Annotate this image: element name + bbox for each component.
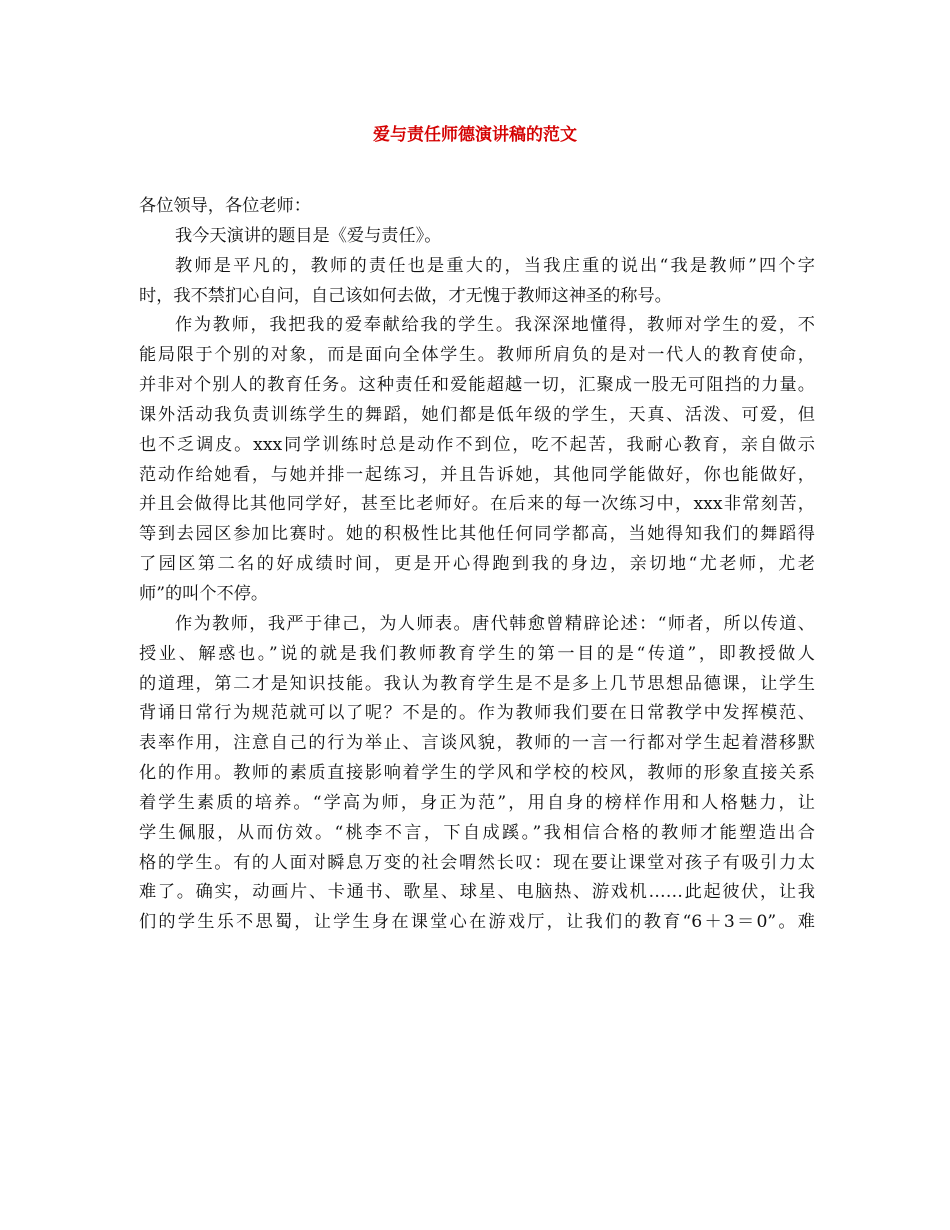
text-line: 的道理，第二才是知识技能。我认为教育学生是不是多上几节思想品德课，让学生 xyxy=(139,673,815,694)
document-title: 爱与责任师德演讲稿的范文 xyxy=(373,125,577,145)
text-line: 师”的叫个不停。 xyxy=(139,583,269,604)
text-line: 并非对个别人的教育任务。这种责任和爱能超越一切，汇聚成一股无可阻挡的力量。 xyxy=(139,375,815,396)
text-line: 能局限于个别的对象，而是面向全体学生。教师所肩负的是对一代人的教育使命， xyxy=(139,345,815,366)
text-line: 作为教师，我把我的爱奉献给我的学生。我深深地懂得，教师对学生的爱，不 xyxy=(175,315,815,336)
text-line: 授业、解惑也。”说的就是我们教师教育学生的第一目的是“传道”，即教授做人 xyxy=(139,643,815,664)
text-line: 了园区第二名的好成绩时间，更是开心得跑到我的身边，亲切地“尤老师，尤老 xyxy=(139,554,815,575)
text-line: 着学生素质的培养。“学高为师，身正为范”，用自身的榜样作用和人格魅力，让 xyxy=(139,792,815,813)
text-line: 我今天演讲的题目是《爱与责任》。 xyxy=(175,225,442,246)
document-body xyxy=(139,192,815,938)
text-line: 化的作用。教师的素质直接影响着学生的学风和学校的校风，教师的形象直接关系 xyxy=(139,763,815,784)
text-line: 各位领导，各位老师： xyxy=(139,196,311,216)
text-line: 表率作用，注意自己的行为举止、言谈风貌，教师的一言一行都对学生起着潜移默 xyxy=(139,733,815,754)
text-line: 也不乏调皮。xxx同学训练时总是动作不到位，吃不起苦，我耐心教育，亲自做示 xyxy=(139,434,815,455)
text-line: 们的学生乐不思蜀，让学生身在课堂心在游戏厅，让我们的教育“6＋3＝0”。难 xyxy=(139,912,815,933)
text-line: 时，我不禁扪心自问，自己该如何去做，才无愧于教师这神圣的称号。 xyxy=(139,285,672,306)
text-line: 课外活动我负责训练学生的舞蹈，她们都是低年级的学生，天真、活泼、可爱，但 xyxy=(139,404,815,425)
text-line: 格的学生。有的人面对瞬息万变的社会喟然长叹：现在要让课堂对孩子有吸引力太 xyxy=(139,852,815,873)
text-line: 背诵日常行为规范就可以了呢？不是的。作为教师我们要在日常教学中发挥模范、 xyxy=(139,703,815,724)
text-line: 难了。确实，动画片、卡通书、歌星、球星、电脑热、游戏机……此起彼伏，让我 xyxy=(139,882,815,903)
text-line: 作为教师，我严于律己，为人师表。唐代韩愈曾精辟论述：“师者，所以传道、 xyxy=(175,613,815,634)
text-line: 并且会做得比其他同学好，甚至比老师好。在后来的每一次练习中，xxx非常刻苦， xyxy=(139,494,815,515)
text-line: 等到去园区参加比赛时。她的积极性比其他任何同学都高，当她得知我们的舞蹈得 xyxy=(139,524,815,545)
text-line: 教师是平凡的，教师的责任也是重大的，当我庄重的说出“我是教师”四个字 xyxy=(175,255,815,276)
text-line: 学生佩服，从而仿效。“桃李不言，下自成蹊。”我相信合格的教师才能塑造出合 xyxy=(139,822,815,843)
text-line: 范动作给她看，与她并排一起练习，并且告诉她，其他同学能做好，你也能做好， xyxy=(139,464,815,485)
